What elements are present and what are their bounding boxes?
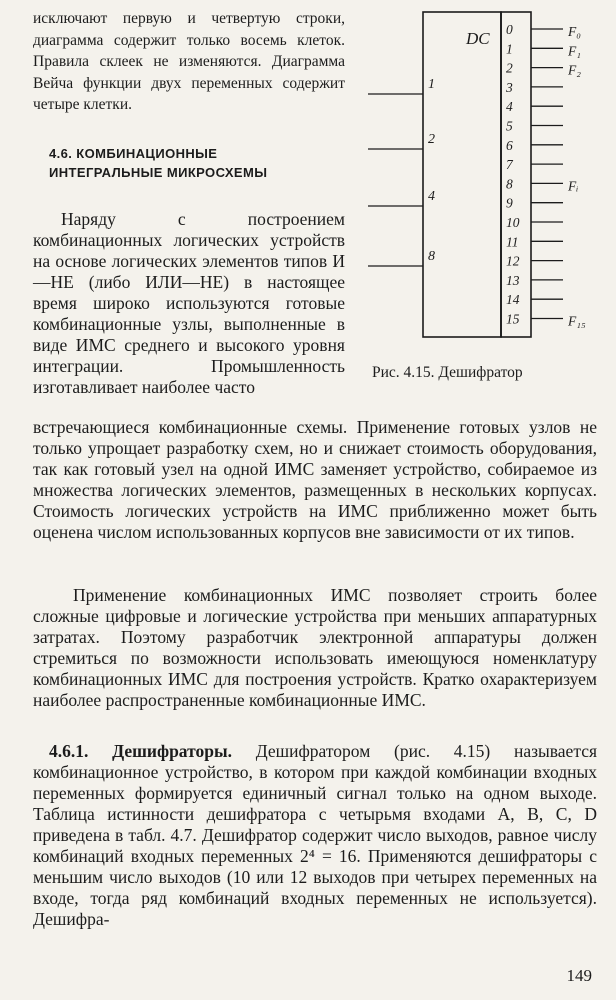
paragraph-3-body: Дешифратором (рис. 4.15) называется комбинационное устройство, в котором при каждой комбинации входных переменных формируется единичный сигнал только на одном выходе. Таблица истинности дешифратора с четырьмя входами A, B, C, D приведена в табл. 4.7. Дешифратор содержит число выходов, равное числу комбинаций входных переменных 2⁴ = 16. Применяются дешифраторы с меньшим число выходов (10 или 12 выходов при четырех переменных на входе, тогда ряд комбинаций входных переменных не используется). Дешифра- [33, 741, 598, 929]
output-label-3: 3 [506, 79, 513, 95]
output-label-11: 11 [506, 234, 519, 250]
section-title [49, 144, 345, 182]
decoder-figure [368, 10, 608, 350]
intro-paragraph: исключают первую и четвертую строки, диаграмма содержит только восемь клеток. Правила склеек не изменяются. Диаграмма Вейча функции двух переменных содержит четыре клетки. [33, 10, 345, 113]
output-label-12: 12 [506, 253, 520, 269]
decoder-diagram [368, 10, 608, 350]
output-signal-15: F₁₅ [568, 313, 586, 329]
section-title-line1: 4.6. КОМБИНАЦИОННЫЕ [49, 145, 218, 161]
input-label-1: 1 [428, 77, 435, 92]
output-label-0: 0 [506, 22, 513, 37]
output-signal-2: F₂ [568, 62, 581, 78]
output-signal-1: F₁ [568, 43, 581, 59]
output-label-2: 2 [506, 60, 513, 76]
output-label-9: 9 [506, 195, 513, 211]
output-label-13: 13 [506, 272, 520, 288]
output-label-4: 4 [506, 99, 513, 115]
paragraph-2: Применение комбинационных ИМС позволяет строить более сложные цифровые и логические устройства при меньших аппаратурных затратах. Поэтому разработчик электронной аппаратуры должен стремиться по возможности использовать имеющуюся номенклатуру комбинационных ИМС для построения устройств. Кратко охарактеризуем наиболее распространенные комбинационные ИМС. [33, 585, 597, 710]
input-label-8: 8 [428, 249, 435, 264]
output-label-6: 6 [506, 137, 513, 153]
output-label-5: 5 [506, 118, 513, 134]
output-label-10: 10 [506, 215, 520, 230]
page-number: 149 [566, 966, 592, 985]
input-label-2: 2 [428, 132, 435, 147]
input-label-4: 4 [428, 189, 435, 204]
left-column [33, 8, 345, 398]
decoder-body [423, 12, 501, 337]
paragraph-3-heading: 4.6.1. Дешифраторы. [49, 741, 232, 761]
figure-caption: Рис. 4.15. Дешифратор [372, 364, 523, 381]
output-signal-8: Fᵢ [568, 178, 579, 194]
paragraph-1-left: Наряду с построением комбинационных логических устройств на основе логических элементов типов И—НЕ (либо ИЛИ—НЕ) в настоящее время широко используются готовые комбинационные узлы, выполненные в виде ИМС среднего и высокого уровня интеграции. Промышленность изготавливает наиболее часто [33, 208, 345, 397]
decoder-label: DC [466, 29, 490, 48]
output-label-15: 15 [506, 311, 520, 327]
output-label-7: 7 [506, 157, 513, 173]
paragraph-3 [33, 741, 597, 930]
paragraph-1-continuation: встречающиеся комбинационные схемы. Применение готовых узлов не только упрощает разработку схем, но и снижает стоимость оборудования, так как готовый узел на одной ИМС заменяет устройство, собираемое из множества логических элементов, размещенных в нескольких корпусах. Стоимость логических устройств на ИМС приближенно может быть оценена числом использованных корпусов вне зависимости от их типов. [33, 417, 597, 542]
output-label-1: 1 [506, 41, 513, 57]
output-label-8: 8 [506, 176, 513, 192]
section-title-line2: ИНТЕГРАЛЬНЫЕ МИКРОСХЕМЫ [49, 164, 268, 180]
output-label-14: 14 [506, 292, 520, 308]
output-signal-0: F₀ [568, 24, 581, 39]
